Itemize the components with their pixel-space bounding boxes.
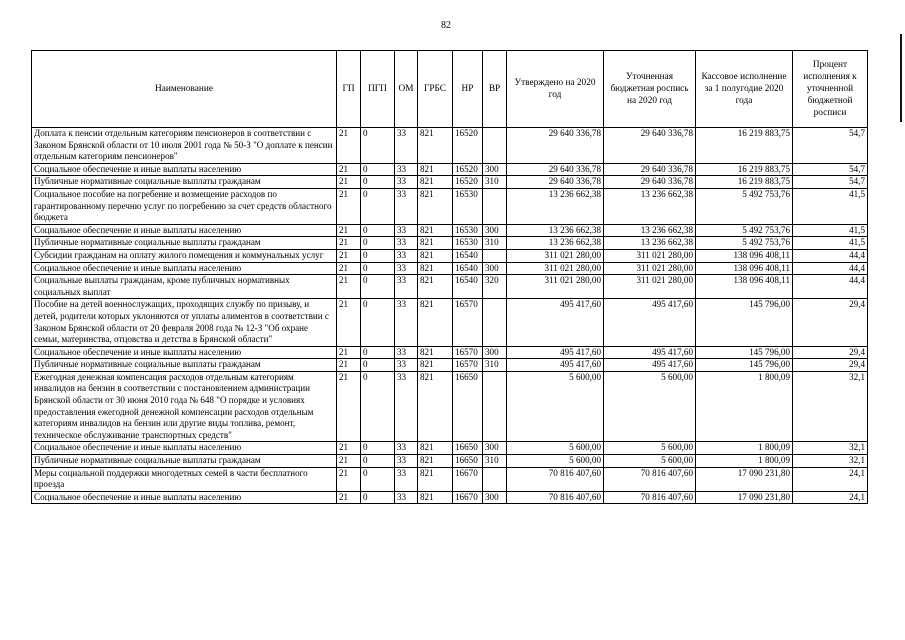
row-gp: 21 [337, 249, 361, 262]
row-ppgp: 0 [361, 299, 395, 346]
row-grbs: 821 [418, 224, 453, 237]
row-cash: 145 796,00 [696, 359, 793, 372]
row-np: 16570 [453, 359, 483, 372]
row-np: 16650 [453, 442, 483, 455]
row-refined: 495 417,60 [604, 346, 696, 359]
row-ppgp: 0 [361, 176, 395, 189]
row-vr [483, 371, 507, 442]
row-name: Социальное обеспечение и иные выплаты населению [32, 346, 337, 359]
row-percent: 32,1 [793, 371, 868, 442]
row-cash: 145 796,00 [696, 299, 793, 346]
row-approved: 5 600,00 [507, 442, 604, 455]
row-ppgp: 0 [361, 262, 395, 275]
row-grbs: 821 [418, 455, 453, 468]
row-gp: 21 [337, 491, 361, 504]
row-grbs: 821 [418, 299, 453, 346]
row-approved: 5 600,00 [507, 455, 604, 468]
row-vr: 300 [483, 442, 507, 455]
row-gp: 21 [337, 359, 361, 372]
table-row [32, 467, 868, 491]
row-gp: 21 [337, 188, 361, 224]
row-np: 16650 [453, 455, 483, 468]
header-np: НР [453, 51, 483, 128]
row-grbs: 821 [418, 346, 453, 359]
row-cash: 138 096 408,11 [696, 262, 793, 275]
row-name: Ежегодная денежная компенсация расходов отдельным категориям инвалидов на бензин в соответствии с постановлением администрации Брянской области от 30 июня 2010 года № 648 "О порядке и условиях предоставления ежегодной денежной компенсации расходов отдельным категориям инвалидов на бензин или другие виды топлива, ремонт, техническое обслуживание транспортных средств" [32, 371, 337, 442]
row-np: 16530 [453, 237, 483, 250]
row-percent: 41,5 [793, 237, 868, 250]
row-percent: 44,4 [793, 249, 868, 262]
row-om: 33 [395, 299, 418, 346]
row-cash: 138 096 408,11 [696, 275, 793, 299]
row-refined: 29 640 336,78 [604, 163, 696, 176]
row-np: 16520 [453, 163, 483, 176]
row-refined: 5 600,00 [604, 455, 696, 468]
row-cash: 5 492 753,76 [696, 224, 793, 237]
row-refined: 70 816 407,60 [604, 467, 696, 491]
row-cash: 5 492 753,76 [696, 237, 793, 250]
row-refined: 13 236 662,38 [604, 224, 696, 237]
row-np: 16530 [453, 224, 483, 237]
table-row [32, 237, 868, 250]
row-ppgp: 0 [361, 491, 395, 504]
row-refined: 311 021 280,00 [604, 262, 696, 275]
table-row [32, 346, 868, 359]
row-cash: 1 800,09 [696, 442, 793, 455]
row-om: 33 [395, 359, 418, 372]
row-approved: 311 021 280,00 [507, 249, 604, 262]
row-name: Социальное обеспечение и иные выплаты населению [32, 491, 337, 504]
row-om: 33 [395, 275, 418, 299]
header-ppgp: ПГП [361, 51, 395, 128]
row-percent: 54,7 [793, 163, 868, 176]
row-np: 16540 [453, 249, 483, 262]
row-approved: 29 640 336,78 [507, 128, 604, 164]
row-om: 33 [395, 455, 418, 468]
header-refined: Уточненная бюджетная роспись на 2020 год [604, 51, 696, 128]
row-percent: 29,4 [793, 299, 868, 346]
row-cash: 16 219 883,75 [696, 163, 793, 176]
row-vr: 300 [483, 224, 507, 237]
row-refined: 495 417,60 [604, 299, 696, 346]
row-ppgp: 0 [361, 346, 395, 359]
row-gp: 21 [337, 224, 361, 237]
page-number: 82 [441, 20, 451, 31]
header-grbs: ГРБС [418, 51, 453, 128]
row-cash: 17 090 231,80 [696, 467, 793, 491]
row-np: 16520 [453, 128, 483, 164]
row-om: 33 [395, 188, 418, 224]
row-name: Публичные нормативные социальные выплаты гражданам [32, 359, 337, 372]
row-cash: 145 796,00 [696, 346, 793, 359]
row-name: Социальное обеспечение и иные выплаты населению [32, 163, 337, 176]
row-om: 33 [395, 128, 418, 164]
table-body [32, 128, 868, 504]
row-np: 16650 [453, 371, 483, 442]
row-name: Меры социальной поддержки многодетных семей в части бесплатного проезда [32, 467, 337, 491]
header-gp: ГП [337, 51, 361, 128]
row-gp: 21 [337, 176, 361, 189]
row-ppgp: 0 [361, 371, 395, 442]
row-vr [483, 249, 507, 262]
row-approved: 495 417,60 [507, 359, 604, 372]
row-om: 33 [395, 224, 418, 237]
row-om: 33 [395, 491, 418, 504]
row-vr: 300 [483, 491, 507, 504]
row-name: Субсидии гражданам на оплату жилого помещения и коммунальных услуг [32, 249, 337, 262]
header-vr: ВР [483, 51, 507, 128]
row-approved: 29 640 336,78 [507, 163, 604, 176]
header-om: ОМ [395, 51, 418, 128]
row-ppgp: 0 [361, 188, 395, 224]
header-approved: Утверждено на 2020 год [507, 51, 604, 128]
table-row [32, 249, 868, 262]
table-row [32, 224, 868, 237]
row-ppgp: 0 [361, 163, 395, 176]
table-row [32, 163, 868, 176]
row-vr: 310 [483, 237, 507, 250]
row-gp: 21 [337, 371, 361, 442]
row-name: Социальное пособие на погребение и возмещение расходов по гарантированному перечню услуг по погребению за счет средств областного бюджета [32, 188, 337, 224]
row-refined: 311 021 280,00 [604, 249, 696, 262]
row-cash: 16 219 883,75 [696, 176, 793, 189]
row-vr [483, 188, 507, 224]
table-row [32, 262, 868, 275]
row-grbs: 821 [418, 491, 453, 504]
header-name: Наименование [32, 51, 337, 128]
row-vr: 310 [483, 359, 507, 372]
row-percent: 32,1 [793, 455, 868, 468]
row-cash: 1 800,09 [696, 371, 793, 442]
row-refined: 29 640 336,78 [604, 176, 696, 189]
row-refined: 495 417,60 [604, 359, 696, 372]
row-np: 16570 [453, 346, 483, 359]
row-om: 33 [395, 249, 418, 262]
row-percent: 41,5 [793, 224, 868, 237]
row-grbs: 821 [418, 237, 453, 250]
row-np: 16530 [453, 188, 483, 224]
table-row [32, 359, 868, 372]
row-grbs: 821 [418, 467, 453, 491]
row-gp: 21 [337, 467, 361, 491]
row-vr [483, 128, 507, 164]
row-approved: 70 816 407,60 [507, 491, 604, 504]
table-header-row [32, 51, 868, 128]
table-row [32, 188, 868, 224]
row-approved: 13 236 662,38 [507, 188, 604, 224]
row-vr [483, 299, 507, 346]
row-percent: 54,7 [793, 128, 868, 164]
row-ppgp: 0 [361, 237, 395, 250]
row-approved: 311 021 280,00 [507, 262, 604, 275]
table-row [32, 442, 868, 455]
row-ppgp: 0 [361, 442, 395, 455]
row-gp: 21 [337, 163, 361, 176]
row-cash: 138 096 408,11 [696, 249, 793, 262]
row-refined: 5 600,00 [604, 371, 696, 442]
row-approved: 70 816 407,60 [507, 467, 604, 491]
row-gp: 21 [337, 299, 361, 346]
row-name: Публичные нормативные социальные выплаты гражданам [32, 455, 337, 468]
row-approved: 311 021 280,00 [507, 275, 604, 299]
row-ppgp: 0 [361, 467, 395, 491]
row-approved: 5 600,00 [507, 371, 604, 442]
row-cash: 16 219 883,75 [696, 128, 793, 164]
row-grbs: 821 [418, 262, 453, 275]
row-percent: 32,1 [793, 442, 868, 455]
row-percent: 29,4 [793, 346, 868, 359]
row-name: Публичные нормативные социальные выплаты гражданам [32, 237, 337, 250]
row-gp: 21 [337, 237, 361, 250]
row-refined: 29 640 336,78 [604, 128, 696, 164]
table-row [32, 128, 868, 164]
row-cash: 5 492 753,76 [696, 188, 793, 224]
row-approved: 495 417,60 [507, 299, 604, 346]
row-approved: 13 236 662,38 [507, 224, 604, 237]
row-refined: 311 021 280,00 [604, 275, 696, 299]
row-percent: 44,4 [793, 262, 868, 275]
row-refined: 13 236 662,38 [604, 237, 696, 250]
table-row [32, 491, 868, 504]
row-percent: 41,5 [793, 188, 868, 224]
scan-edge-mark [900, 34, 902, 122]
row-percent: 44,4 [793, 275, 868, 299]
row-ppgp: 0 [361, 224, 395, 237]
row-grbs: 821 [418, 249, 453, 262]
table-row [32, 275, 868, 299]
row-percent: 29,4 [793, 359, 868, 372]
row-gp: 21 [337, 455, 361, 468]
row-om: 33 [395, 467, 418, 491]
row-name: Социальное обеспечение и иные выплаты населению [32, 442, 337, 455]
row-ppgp: 0 [361, 455, 395, 468]
row-grbs: 821 [418, 371, 453, 442]
row-grbs: 821 [418, 128, 453, 164]
row-om: 33 [395, 237, 418, 250]
row-name: Пособие на детей военнослужащих, проходящих службу по призыву, и детей, родители которых уклоняются от уплаты алиментов в соответствии с Законом Брянской области от 20 февраля 2008 года № 12-З "Об охране семьи, материнства, отцовства и детства в Брянской области" [32, 299, 337, 346]
row-refined: 70 816 407,60 [604, 491, 696, 504]
row-vr: 300 [483, 262, 507, 275]
row-grbs: 821 [418, 188, 453, 224]
row-om: 33 [395, 176, 418, 189]
row-om: 33 [395, 346, 418, 359]
row-grbs: 821 [418, 275, 453, 299]
row-name: Доплата к пенсии отдельным категориям пенсионеров в соответствии с Законом Брянской области от 10 июля 2001 года № 50-З "О доплате к пенсии отдельным категориям пенсионеров" [32, 128, 337, 164]
row-ppgp: 0 [361, 249, 395, 262]
header-cash: Кассовое исполнение за 1 полугодие 2020 года [696, 51, 793, 128]
table-row [32, 455, 868, 468]
row-approved: 13 236 662,38 [507, 237, 604, 250]
row-vr: 320 [483, 275, 507, 299]
row-om: 33 [395, 262, 418, 275]
row-np: 16540 [453, 275, 483, 299]
row-name: Социальное обеспечение и иные выплаты населению [32, 262, 337, 275]
row-gp: 21 [337, 275, 361, 299]
row-percent: 24,1 [793, 491, 868, 504]
row-name: Социальные выплаты гражданам, кроме публичных нормативных социальных выплат [32, 275, 337, 299]
row-refined: 5 600,00 [604, 442, 696, 455]
row-np: 16670 [453, 491, 483, 504]
row-np: 16540 [453, 262, 483, 275]
row-approved: 495 417,60 [507, 346, 604, 359]
row-vr: 310 [483, 455, 507, 468]
row-vr [483, 467, 507, 491]
row-refined: 13 236 662,38 [604, 188, 696, 224]
row-cash: 17 090 231,80 [696, 491, 793, 504]
row-gp: 21 [337, 128, 361, 164]
row-gp: 21 [337, 346, 361, 359]
row-name: Публичные нормативные социальные выплаты гражданам [32, 176, 337, 189]
row-grbs: 821 [418, 163, 453, 176]
row-ppgp: 0 [361, 359, 395, 372]
header-percent: Процент исполнения к уточненной бюджетной росписи [793, 51, 868, 128]
row-np: 16670 [453, 467, 483, 491]
row-grbs: 821 [418, 442, 453, 455]
table-row [32, 299, 868, 346]
row-gp: 21 [337, 442, 361, 455]
row-vr: 300 [483, 346, 507, 359]
row-np: 16570 [453, 299, 483, 346]
row-gp: 21 [337, 262, 361, 275]
budget-table [31, 50, 868, 504]
row-ppgp: 0 [361, 128, 395, 164]
row-ppgp: 0 [361, 275, 395, 299]
table-row [32, 176, 868, 189]
row-percent: 54,7 [793, 176, 868, 189]
row-percent: 24,1 [793, 467, 868, 491]
row-om: 33 [395, 371, 418, 442]
table-row [32, 371, 868, 442]
row-cash: 1 800,09 [696, 455, 793, 468]
row-om: 33 [395, 442, 418, 455]
row-approved: 29 640 336,78 [507, 176, 604, 189]
row-name: Социальное обеспечение и иные выплаты населению [32, 224, 337, 237]
row-np: 16520 [453, 176, 483, 189]
row-om: 33 [395, 163, 418, 176]
row-vr: 300 [483, 163, 507, 176]
row-grbs: 821 [418, 176, 453, 189]
row-grbs: 821 [418, 359, 453, 372]
row-vr: 310 [483, 176, 507, 189]
